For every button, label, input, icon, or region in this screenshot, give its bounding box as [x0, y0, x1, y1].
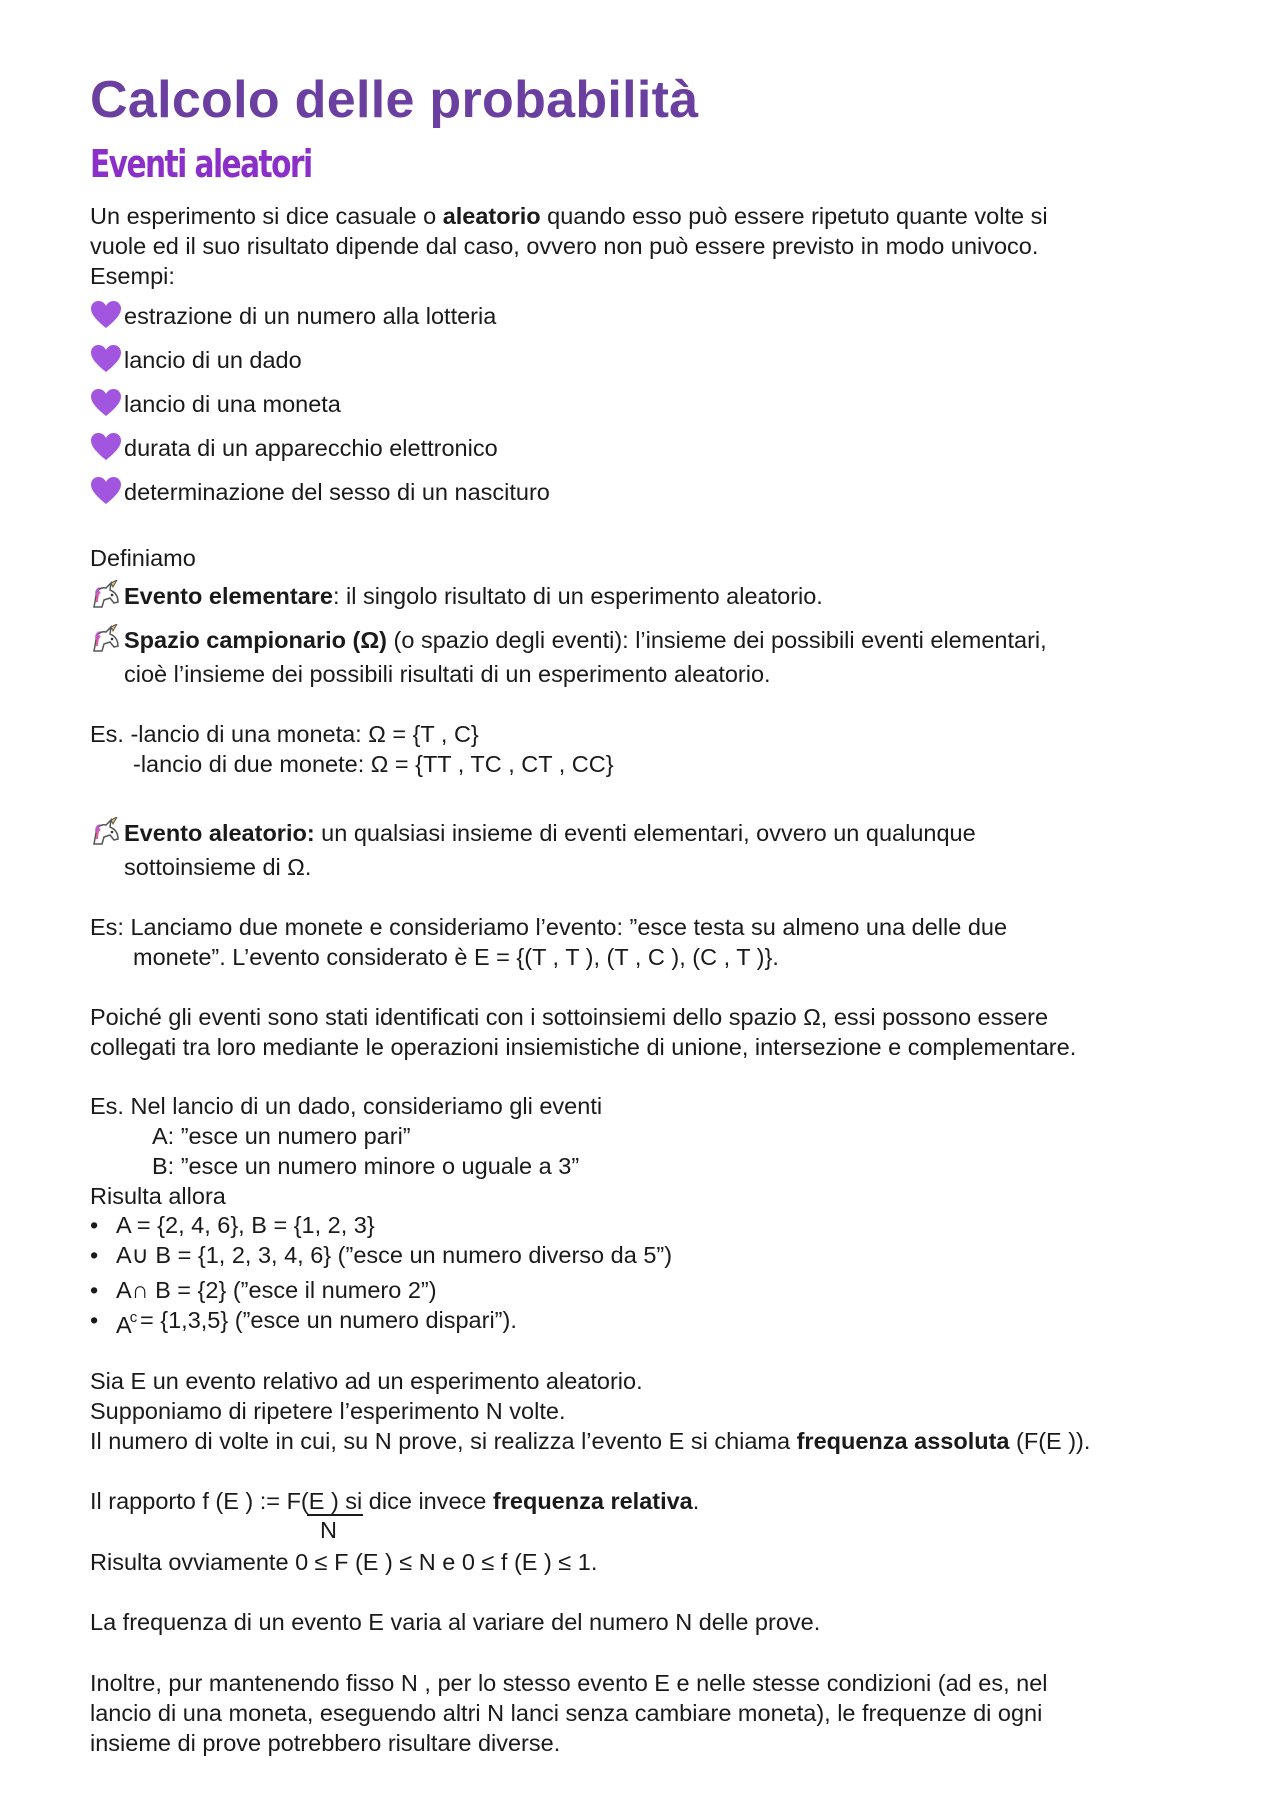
unicorn-icon — [90, 817, 122, 847]
example-dice-event-b: B: ”esce un numero minore o uguale a 3” — [152, 1153, 580, 1179]
definition-sample-space-line-2: cioè l’insieme dei possibili risultati di un esperimento aleatorio. — [124, 661, 771, 687]
definition-elementary-event — [124, 581, 823, 611]
intro-line-2: vuole ed il suo risultato dipende dal caso, ovvero non può essere previsto in modo univoco. — [90, 233, 1039, 259]
example-two-coins-2: monete”. L’evento considerato è E = {(T , T ), (T , C ), (C , T )}. — [133, 944, 779, 970]
complement-symbol — [116, 1305, 137, 1340]
definition-random-event-line-2: sottoinsieme di Ω. — [124, 854, 312, 880]
intro-text-end: quando esso può essere ripetuto quante volte si — [540, 203, 1048, 229]
definition-random-event — [124, 818, 976, 848]
bullet-dot: • — [90, 1212, 99, 1238]
definition-sample-space — [124, 625, 1047, 655]
intro-text: Un esperimento si dice casuale o — [90, 203, 443, 229]
ratio-numerator: F(E ) — [286, 1488, 339, 1514]
definition-text: un qualsiasi insieme di eventi elementari, ovvero un qualunque — [314, 820, 976, 846]
bullet-text: A∩ B = {2} (”esce il numero 2”) — [116, 1277, 437, 1303]
example-text: determinazione del sesso di un nascituro — [124, 479, 550, 505]
paragraph-final-1: Inoltre, pur mantenendo fisso N , per lo stesso evento E e nelle stesse condizioni (ad es, nel — [90, 1670, 1048, 1696]
bullet-dot: • — [90, 1242, 99, 1268]
paragraph-final-3: insieme di prove potrebbero risultare diverse. — [90, 1730, 561, 1756]
bullet-text: A = {2, 4, 6}, B = {1, 2, 3} — [116, 1212, 375, 1238]
page-title: Calcolo delle probabilità — [90, 71, 699, 129]
paragraph-operations-2: collegati tra loro mediante le operazioni insiemistiche di unione, intersezione e complementare. — [90, 1034, 1077, 1060]
unicorn-icon — [90, 624, 122, 654]
ratio-denominator: N — [320, 1517, 337, 1543]
frequency-term: frequenza assoluta — [796, 1428, 1010, 1454]
ratio-text-end: . — [692, 1488, 700, 1514]
example-two-coins-1: Es: Lanciamo due monete e consideriamo l’evento: ”esce testa su almeno una delle due — [90, 914, 1008, 940]
purple-heart-icon — [90, 388, 122, 418]
unicorn-icon — [90, 580, 122, 610]
paragraph-frequency-1: Sia E un evento relativo ad un esperimento aleatorio. — [90, 1368, 643, 1394]
bullet-text: A∪ B = {1, 2, 3, 4, 6} (”esce un numero diverso da 5”) — [116, 1242, 673, 1268]
frequency-text: Il numero di volte in cui, su N prove, si realizza l’evento E si chiama — [90, 1428, 797, 1454]
section-title: Eventi aleatori — [90, 142, 312, 186]
definiamo-label: Definiamo — [90, 545, 196, 571]
paragraph-variation: La frequenza di un evento E varia al variare del numero N delle prove. — [90, 1609, 821, 1635]
definition-term: Evento elementare — [124, 583, 333, 609]
purple-heart-icon — [90, 300, 122, 330]
paragraph-frequency-2: Supponiamo di ripetere l’esperimento N volte. — [90, 1398, 566, 1424]
intro-bold-term: aleatorio — [442, 203, 541, 229]
example-coin-1: Es. -lancio di una moneta: Ω = {T , C} — [90, 721, 479, 747]
purple-heart-icon — [90, 344, 122, 374]
intro-line-1 — [90, 201, 1048, 231]
complement-base: A — [116, 1311, 132, 1338]
ratio-term: frequenza relativa — [492, 1488, 693, 1514]
paragraph-operations-1: Poiché gli eventi sono stati identificati con i sottoinsiemi dello spazio Ω, essi possono essere — [90, 1004, 1049, 1030]
relative-frequency-formula — [90, 1486, 699, 1516]
example-text: lancio di un dado — [124, 347, 302, 373]
definition-text: (o spazio degli eventi): l’insieme dei possibili eventi elementari, — [387, 627, 1047, 653]
bullet-dot: • — [90, 1277, 99, 1303]
example-dice-intro: Es. Nel lancio di un dado, consideriamo gli eventi — [90, 1093, 603, 1119]
example-coin-2: -lancio di due monete: Ω = {TT , TC , CT , CC} — [133, 751, 614, 777]
definition-text: : il singolo risultato di un esperimento aleatorio. — [332, 583, 823, 609]
definition-term: Evento aleatorio: — [124, 820, 315, 846]
inequality-line: Risulta ovviamente 0 ≤ F (E ) ≤ N e 0 ≤ f (E ) ≤ 1. — [90, 1549, 598, 1575]
example-text: durata di un apparecchio elettronico — [124, 435, 498, 461]
paragraph-frequency-3 — [90, 1426, 1090, 1456]
purple-heart-icon — [90, 476, 122, 506]
ratio-text: Il rapporto f (E ) := — [90, 1488, 287, 1514]
complement-sup: c — [129, 1309, 138, 1326]
definition-term: Spazio campionario (Ω) — [124, 627, 388, 653]
intro-line-3: Esempi: — [90, 263, 175, 289]
example-text: estrazione di un numero alla lotteria — [124, 303, 497, 329]
bullet-text: = {1,3,5} (”esce un numero dispari”). — [140, 1307, 517, 1333]
paragraph-final-2: lancio di una moneta, eseguendo altri N lanci senza cambiare moneta), le frequenze di ogni — [90, 1700, 1043, 1726]
frequency-text-end: (F(E )). — [1009, 1428, 1091, 1454]
ratio-text-mid: si dice invece — [338, 1488, 493, 1514]
example-dice-event-a: A: ”esce un numero pari” — [152, 1123, 411, 1149]
purple-heart-icon — [90, 432, 122, 462]
example-text: lancio di una moneta — [124, 391, 341, 417]
example-dice-result-label: Risulta allora — [90, 1183, 226, 1209]
bullet-dot: • — [90, 1307, 99, 1333]
